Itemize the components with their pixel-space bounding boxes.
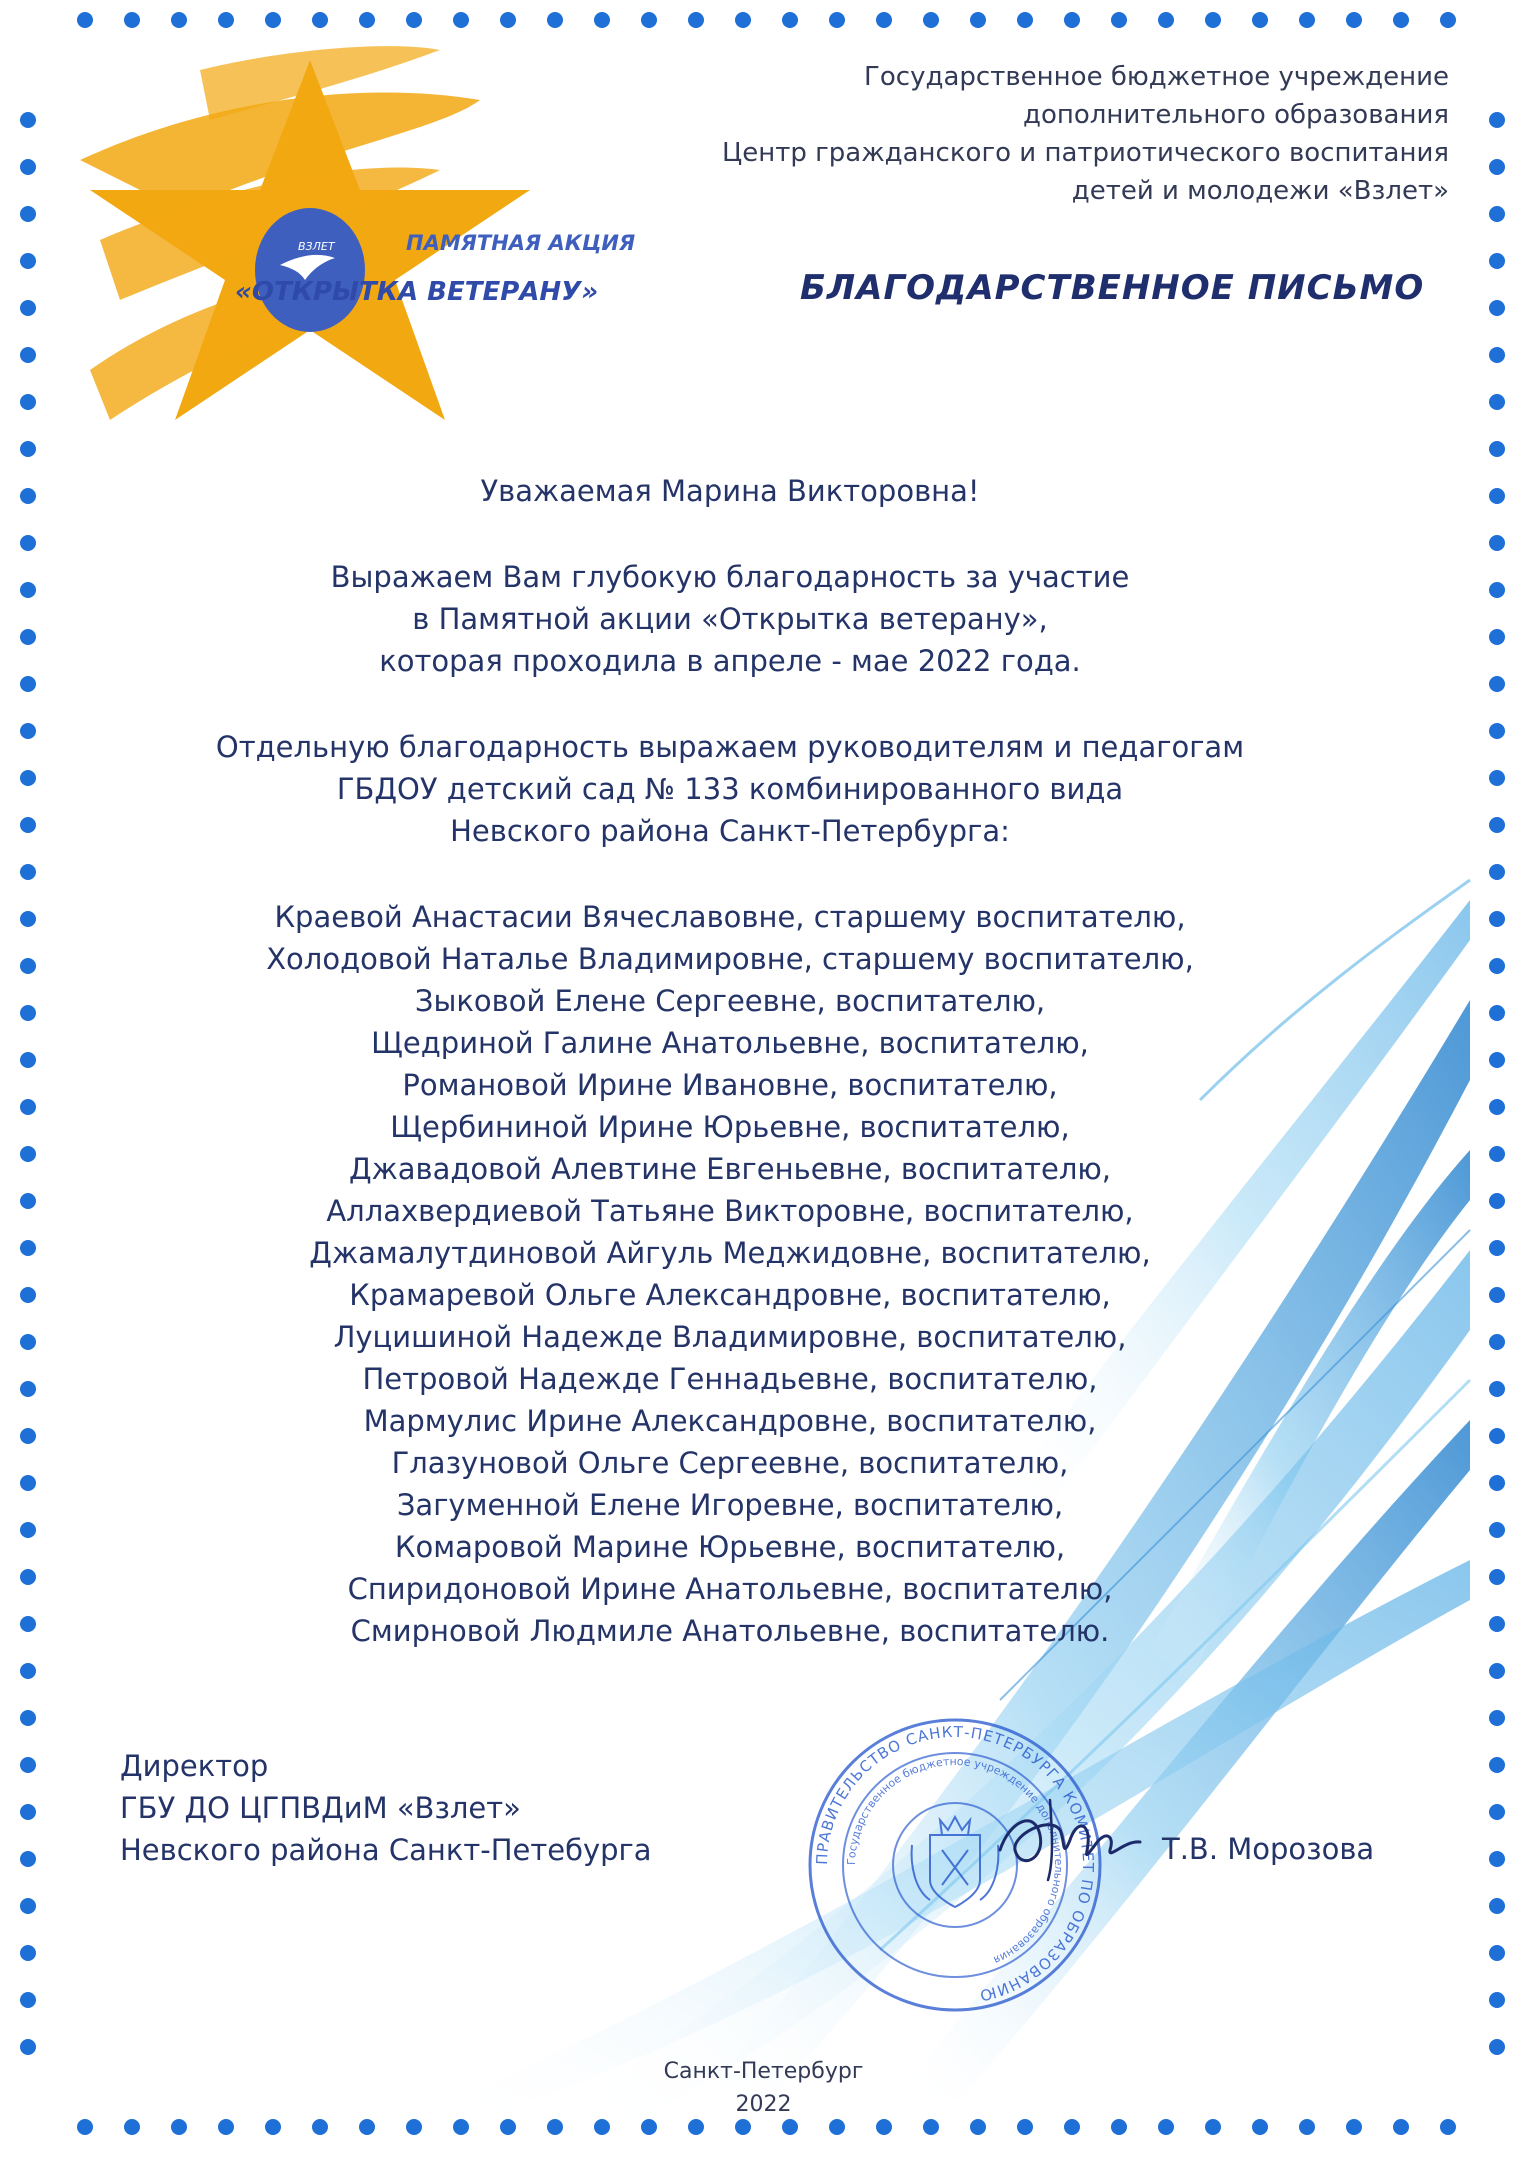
paragraph-line: Выражаем Вам глубокую благодарность за участие [330, 560, 1130, 594]
org-line: дополнительного образования [1022, 100, 1449, 130]
recipient-item: Спиридоновой Ирине Анатольевне, воспитателю, [347, 1572, 1113, 1606]
recipient-item: Романовой Ирине Ивановне, воспитателю, [402, 1068, 1058, 1102]
seal-inner-text: Государственное бюджетное учреждение дополнительного образования [844, 1754, 1066, 1967]
recipient-item: Зыковой Елене Сергеевне, воспитателю, [414, 984, 1046, 1018]
footer [0, 2055, 1527, 2121]
signature-block [120, 1745, 652, 1871]
handwritten-signature [990, 1780, 1150, 1890]
paragraph-line: в Памятной акции «Открытка ветерану», [412, 602, 1048, 636]
recipient-item: Луцишиной Надежде Владимировне, воспитателю, [333, 1320, 1127, 1354]
signer-name: Т.В. Морозова [1162, 1832, 1375, 1866]
recipient-item: Щедриной Галине Анатольевне, воспитателю, [371, 1026, 1089, 1060]
recipient-item: Мармулис Ирине Александровне, воспитателю, [363, 1404, 1097, 1438]
letter-body [150, 470, 1310, 1652]
signer-position-line: Невского района Санкт-Петебурга [120, 1833, 652, 1867]
recipient-item: Крамаревой Ольге Александровне, воспитателю, [349, 1278, 1111, 1312]
recipient-item: Глазуновой Ольге Сергеевне, воспитателю, [391, 1446, 1069, 1480]
organization-header [689, 58, 1449, 210]
salutation: Уважаемая Марина Викторовна! [480, 474, 980, 508]
recipient-item: Джамалутдиновой Айгуль Меджидовне, воспитателю, [309, 1236, 1151, 1270]
recipient-item: Комаровой Марине Юрьевне, воспитателю, [394, 1530, 1066, 1564]
campaign-logo [60, 40, 680, 440]
paragraph-line: ГБДОУ детский сад № 133 комбинированного вида [336, 772, 1124, 806]
letter-title: БЛАГОДАРСТВЕННОЕ ПИСЬМО [800, 268, 1425, 308]
footer-year: 2022 [735, 2092, 792, 2117]
recipient-item: Джавадовой Алевтине Евгеньевне, воспитателю, [348, 1152, 1112, 1186]
recipient-item: Холодовой Наталье Владимировне, старшему воспитателю, [266, 942, 1194, 976]
recipient-item: Щербининой Ирине Юрьевне, воспитателю, [390, 1110, 1070, 1144]
signer-position-line: ГБУ ДО ЦГПВДиМ «Взлет» [120, 1791, 521, 1825]
recipient-list [150, 896, 1310, 1652]
recipient-item: Смирновой Людмиле Анатольевне, воспитателю. [350, 1614, 1110, 1648]
paragraph-line: которая проходила в апреле - мае 2022 года. [379, 644, 1081, 678]
recipient-item: Петровой Надежде Геннадьевне, воспитателю, [362, 1362, 1098, 1396]
paragraph-line: Невского района Санкт-Петербурга: [450, 814, 1010, 848]
logo-caption-main: «ОТКРЫТКА ВЕТЕРАНУ» [235, 277, 599, 307]
logo-caption-top: ПАМЯТНАЯ АКЦИЯ [406, 231, 636, 255]
seal-outer-text: ПРАВИТЕЛЬСТВО САНКТ-ПЕТЕРБУРГА КОМИТЕТ ПО ОБРАЗОВАНИЮ [812, 1722, 1098, 2005]
footer-city: Санкт-Петербург [663, 2059, 864, 2084]
signer-position-line: Директор [120, 1749, 269, 1783]
recipient-item: Загуменной Елене Игоревне, воспитателю, [396, 1488, 1064, 1522]
recipient-item: Аллахвердиевой Татьяне Викторовне, воспитателю, [326, 1194, 1134, 1228]
org-line: детей и молодежи «Взлет» [1071, 176, 1449, 206]
org-line: Государственное бюджетное учреждение [864, 62, 1449, 92]
recipient-item: Краевой Анастасии Вячеславовне, старшему воспитателю, [274, 900, 1186, 934]
coat-of-arms-icon [912, 1817, 999, 1907]
org-line: Центр гражданского и патриотического воспитания [722, 138, 1449, 168]
emblem-text: ВЗЛЕТ [298, 240, 335, 253]
paragraph-line: Отдельную благодарность выражаем руководителям и педагогам [215, 730, 1245, 764]
